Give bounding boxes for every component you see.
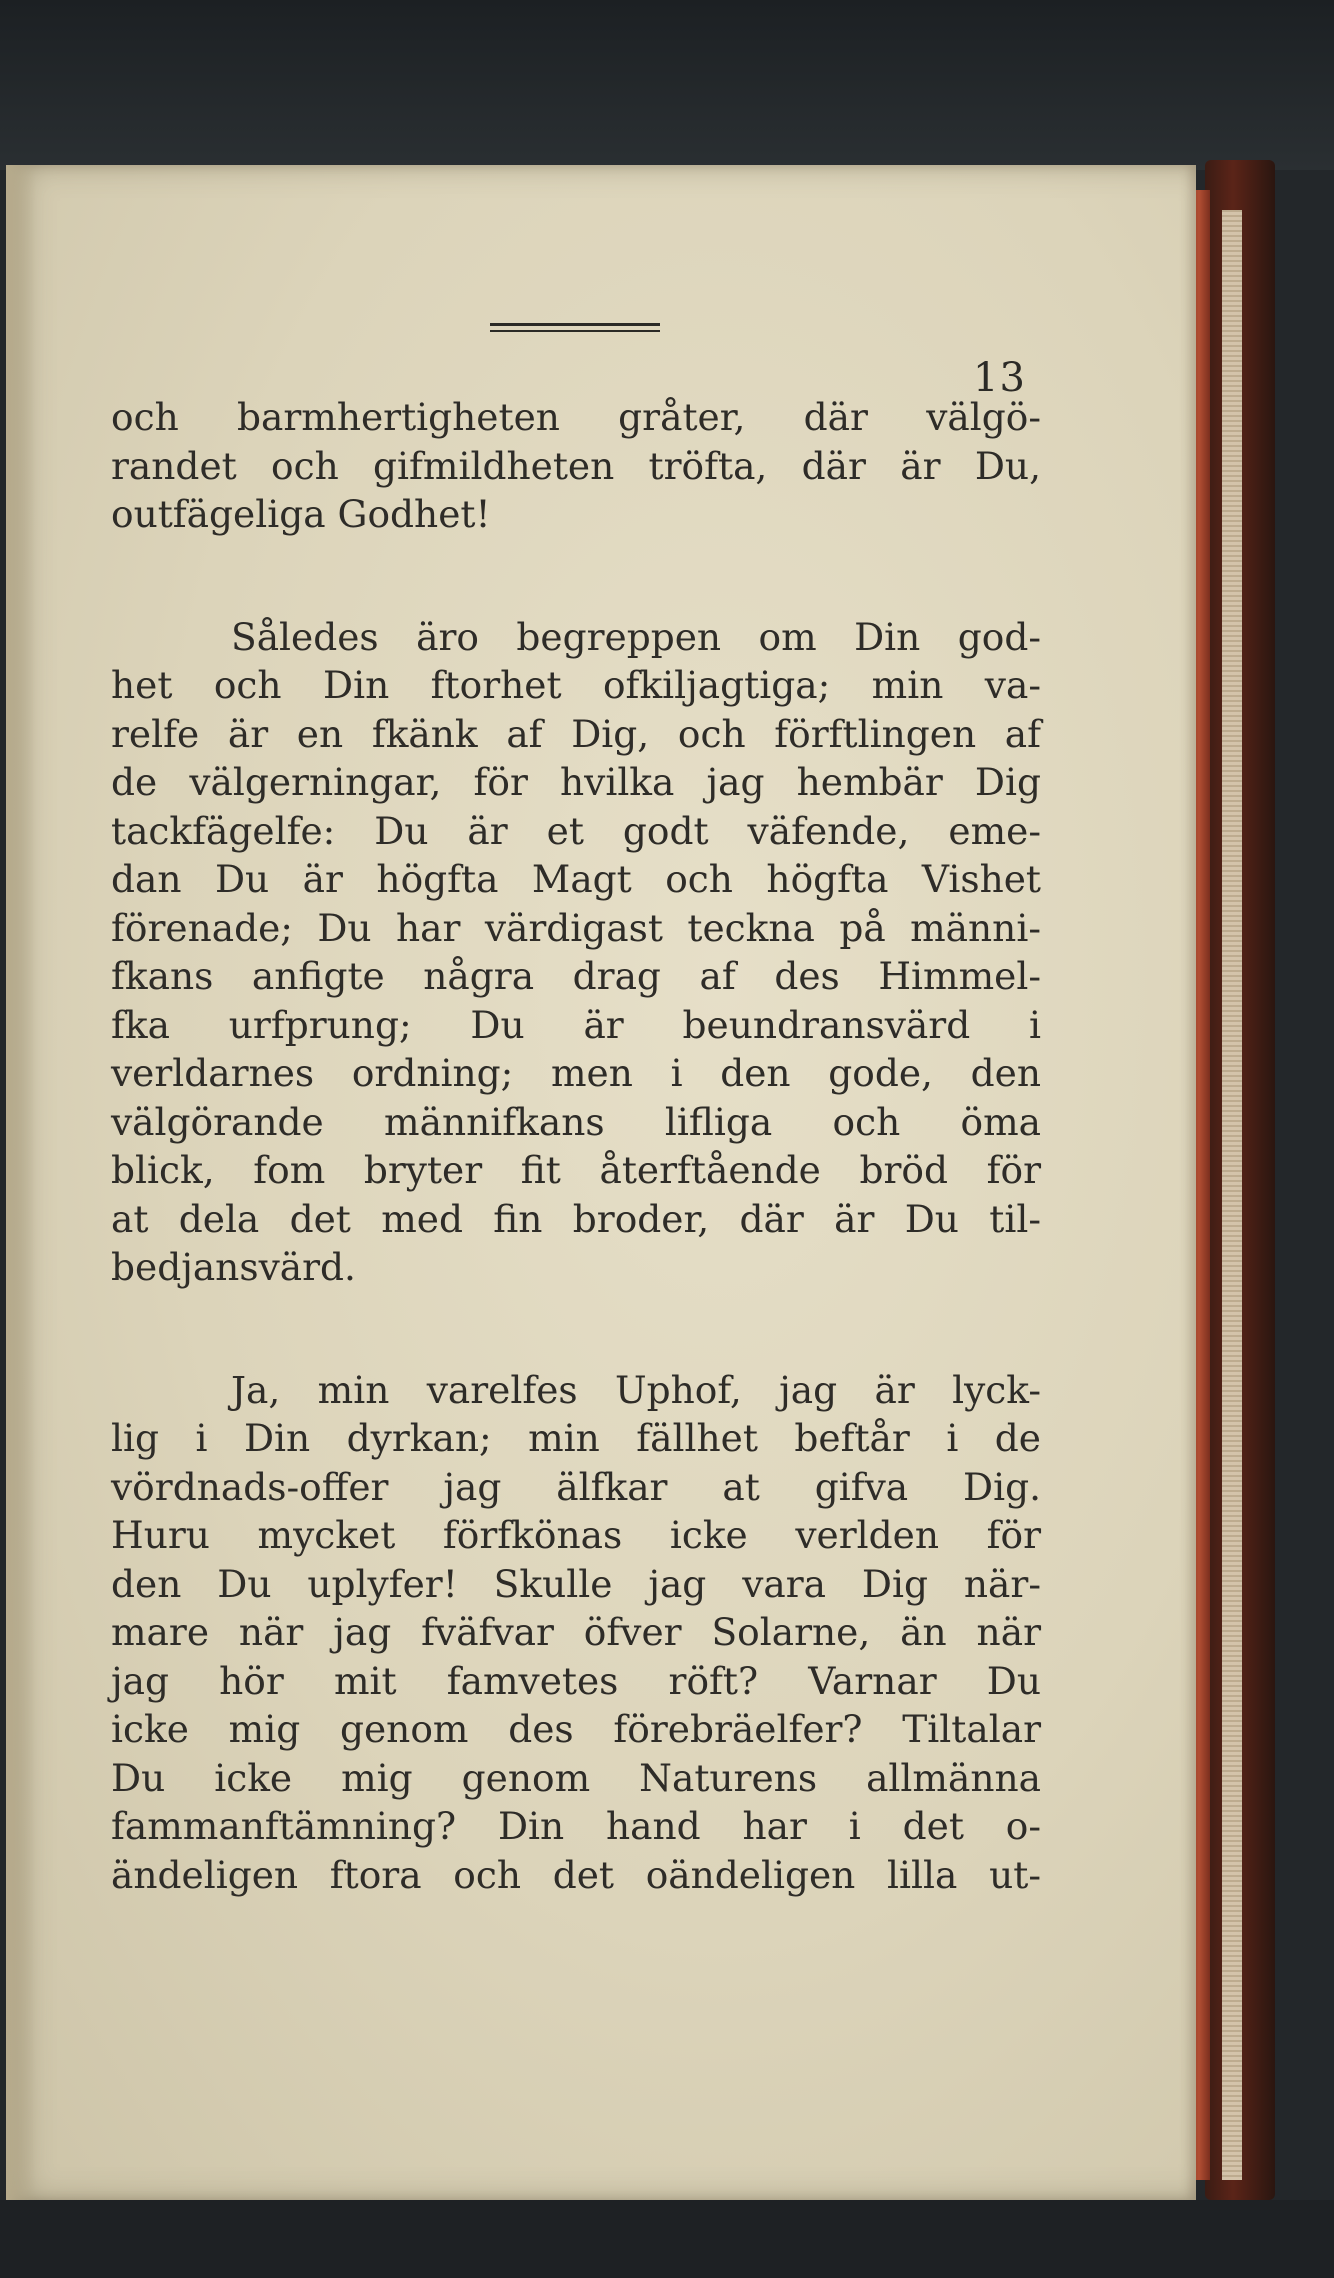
text-line: Således äro begreppen om Din god- xyxy=(231,614,1041,659)
text-line: de välgerningar, för hvilka jag hembär Dig xyxy=(111,760,1041,804)
header-rule xyxy=(490,323,660,332)
book-page xyxy=(6,165,1196,2200)
text-line: Ja, min varelfes Uphof, jag är lyck- xyxy=(231,1367,1041,1412)
paragraph-2 xyxy=(111,613,1041,1292)
background-bottom xyxy=(0,2200,1334,2278)
text-line: icke mig genom des förebräelfer? Tiltalar xyxy=(111,1707,1041,1751)
text-line: randet och gifmildheten tröfta, där är Du, xyxy=(111,443,1041,488)
text-line: outfägeliga Godhet! xyxy=(111,492,491,536)
text-line: relfe är en fkänk af Dig, och förftlingen af xyxy=(111,711,1041,756)
text-line: bedjansvärd. xyxy=(111,1245,356,1289)
body-text xyxy=(111,393,1041,1899)
text-line: Du icke mig genom Naturens allmänna xyxy=(111,1755,1041,1800)
text-line: fka urfprung; Du är beundransvärd i xyxy=(111,1002,1041,1047)
page-fore-edge xyxy=(1222,210,1242,2180)
text-line: Huru mycket förfkönas icke verlden för xyxy=(111,1513,1041,1557)
background-top xyxy=(0,0,1334,170)
text-line: lig i Din dyrkan; min fällhet beftår i de xyxy=(111,1416,1041,1460)
text-line: het och Din ftorhet ofkiljagtiga; min va- xyxy=(111,663,1041,707)
text-line: tackfägelfe: Du är et godt väfende, eme- xyxy=(111,808,1041,853)
text-line: förenade; Du har värdigast teckna på männi- xyxy=(111,905,1041,950)
text-line: fammanftämning? Din hand har i det o- xyxy=(111,1804,1041,1848)
text-line: at dela det med fin broder, där är Du til- xyxy=(111,1196,1041,1241)
text-line: mare när jag fväfvar öfver Solarne, än när xyxy=(111,1610,1041,1654)
text-line: och barmhertigheten gråter, där välgö- xyxy=(111,395,1041,439)
paragraph-1 xyxy=(111,393,1041,539)
paragraph-3 xyxy=(111,1366,1041,1900)
page-number: 13 xyxy=(973,355,1026,401)
text-line: verldarnes ordning; men i den gode, den xyxy=(111,1051,1041,1095)
text-line: fkans anfigte några drag af des Himmel- xyxy=(111,954,1041,998)
page-gutter xyxy=(6,165,36,2200)
text-line: välgörande männifkans lifliga och öma xyxy=(111,1099,1041,1144)
text-line: jag hör mit famvetes röft? Varnar Du xyxy=(111,1658,1041,1703)
text-line: den Du uplyfer! Skulle jag vara Dig när- xyxy=(111,1561,1041,1606)
text-line: dan Du är högfta Magt och högfta Vishet xyxy=(111,857,1041,901)
text-line: blick, fom bryter fit återftående bröd för xyxy=(111,1148,1041,1192)
text-line: ändeligen ftora och det oändeligen lilla ut- xyxy=(111,1852,1041,1897)
text-line: vördnads-offer jag älfkar at gifva Dig. xyxy=(111,1464,1041,1509)
